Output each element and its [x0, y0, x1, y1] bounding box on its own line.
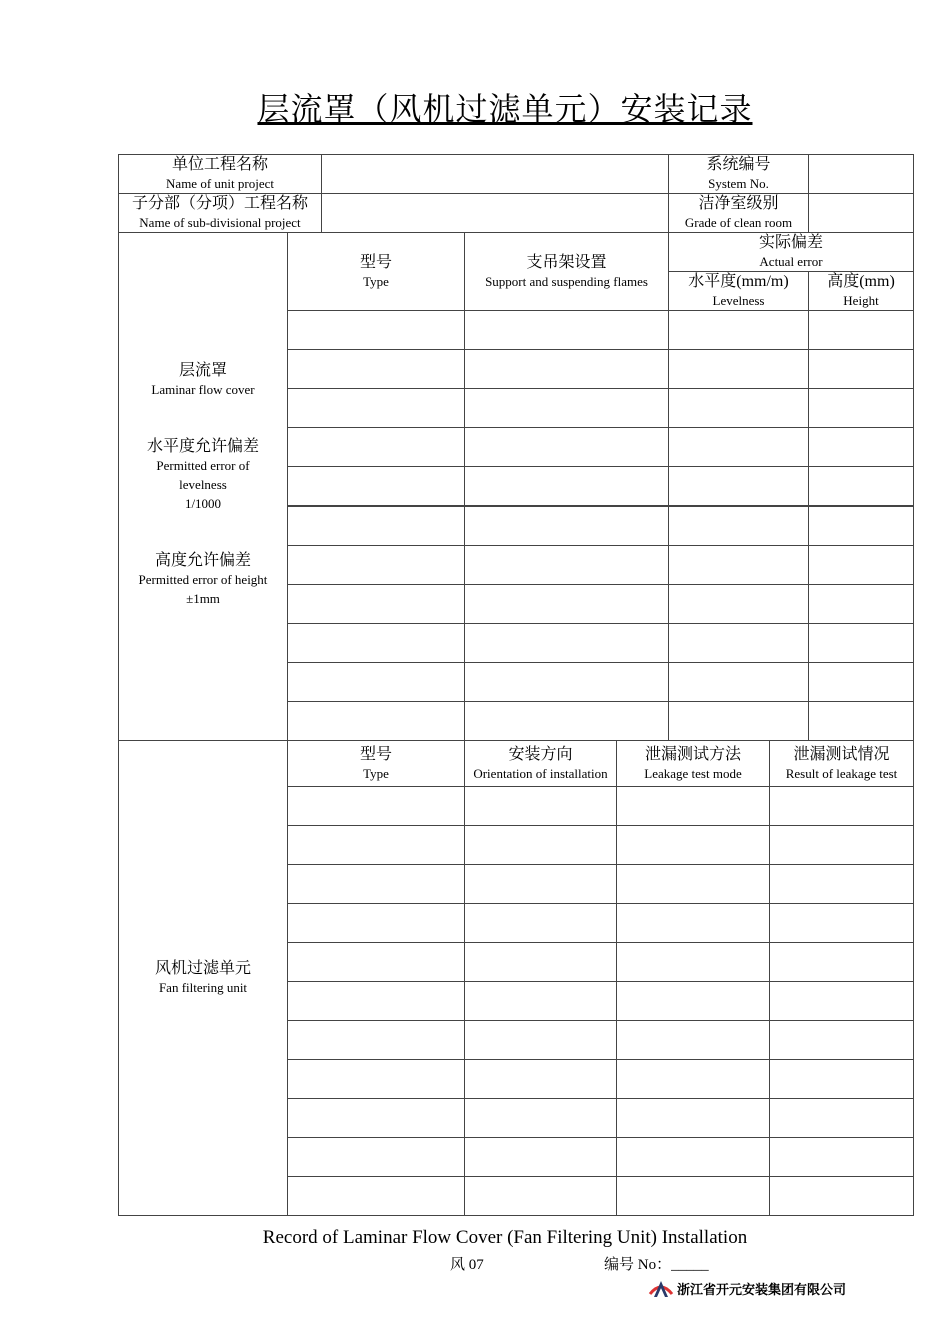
laminar-en: Laminar flow cover: [151, 382, 255, 397]
company-name: 浙江省开元安装集团有限公司: [677, 1282, 847, 1298]
system-no-zh: 系统编号: [706, 156, 771, 173]
company-brand: [648, 1278, 846, 1298]
levelness-tolerance-zh: 水平度允许偏差: [146, 438, 259, 455]
clean-grade-zh: 洁净室级别: [698, 195, 779, 212]
laminar-entry-cell[interactable]: [287, 545, 465, 585]
ffu-entry-cell[interactable]: [464, 903, 617, 943]
height-tolerance-en: Permitted error of height: [138, 572, 268, 587]
ffu-entry-cell[interactable]: [616, 1059, 770, 1099]
ffu-entry-cell[interactable]: [287, 903, 465, 943]
page-title: 层流罩（风机过滤单元）安装记录: [257, 91, 753, 127]
ffu-entry-cell[interactable]: [464, 981, 617, 1021]
ffu-entry-cell[interactable]: [616, 786, 770, 826]
laminar-entry-cell[interactable]: [287, 584, 465, 624]
ffu-orientation-zh: 安装方向: [508, 745, 573, 763]
laminar-entry-cell[interactable]: [668, 506, 809, 546]
laminar-entry-cell[interactable]: [808, 427, 914, 467]
col-height-en: Height: [843, 293, 879, 308]
ffu-zh: 风机过滤单元: [154, 960, 251, 977]
sub-project-en: Name of sub-divisional project: [139, 215, 301, 230]
laminar-entry-cell[interactable]: [287, 466, 465, 506]
ffu-leak-mode-en: Leakage test mode: [644, 765, 742, 781]
ffu-entry-cell[interactable]: [769, 1098, 914, 1138]
ffu-col-type: [287, 740, 465, 787]
laminar-entry-cell[interactable]: [464, 466, 669, 506]
col-levelness-en: Levelness: [712, 293, 765, 308]
ffu-entry-cell[interactable]: [616, 981, 770, 1021]
laminar-entry-cell[interactable]: [287, 310, 465, 350]
ffu-entry-cell[interactable]: [287, 864, 465, 904]
laminar-col-support: [464, 232, 669, 311]
laminar-col-levelness: [668, 271, 809, 311]
ffu-entry-cell[interactable]: [287, 786, 465, 826]
ffu-en: Fan filtering unit: [158, 980, 248, 995]
ffu-entry-cell[interactable]: [769, 1176, 914, 1216]
ffu-entry-cell[interactable]: [769, 981, 914, 1021]
ffu-entry-cell[interactable]: [287, 981, 465, 1021]
english-title: Record of Laminar Flow Cover (Fan Filtering Unit) Installation: [262, 1227, 748, 1248]
clean-grade-en: Grade of clean room: [684, 215, 793, 230]
laminar-entry-cell[interactable]: [668, 388, 809, 428]
ffu-entry-cell[interactable]: [616, 942, 770, 982]
height-tolerance-value: ±1mm: [186, 591, 220, 606]
col-actual-en: Actual error: [759, 254, 823, 269]
unit-project-field[interactable]: [321, 154, 669, 194]
company-logo-icon: [648, 1278, 674, 1298]
ffu-leak-result-en: Result of leakage test: [785, 765, 898, 781]
system-no-field[interactable]: [808, 154, 914, 194]
ffu-entry-cell[interactable]: [464, 942, 617, 982]
height-tolerance-zh: 高度允许偏差: [154, 552, 251, 569]
system-no-label: [668, 154, 809, 194]
ffu-entry-cell[interactable]: [287, 1059, 465, 1099]
ffu-entry-cell[interactable]: [287, 825, 465, 865]
ffu-entry-cell[interactable]: [287, 1176, 465, 1216]
col-levelness-zh: 水平度(mm/m): [688, 273, 789, 290]
laminar-entry-cell[interactable]: [808, 466, 914, 506]
laminar-entry-cell[interactable]: [464, 349, 669, 389]
ffu-entry-cell[interactable]: [616, 1176, 770, 1216]
ffu-type-zh: 型号: [359, 745, 392, 763]
clean-grade-field[interactable]: [808, 193, 914, 233]
ffu-entry-cell[interactable]: [464, 786, 617, 826]
levelness-tolerance-value: 1/1000: [184, 496, 222, 511]
ffu-entry-cell[interactable]: [769, 1137, 914, 1177]
system-no-en: System No.: [708, 176, 769, 191]
laminar-entry-cell[interactable]: [287, 623, 465, 663]
ffu-entry-cell[interactable]: [287, 1098, 465, 1138]
ffu-entry-cell[interactable]: [464, 864, 617, 904]
laminar-entry-cell[interactable]: [808, 349, 914, 389]
laminar-entry-cell[interactable]: [287, 388, 465, 428]
ffu-col-orientation: [464, 740, 617, 787]
ffu-entry-cell[interactable]: [616, 903, 770, 943]
ffu-entry-cell[interactable]: [769, 825, 914, 865]
ffu-entry-cell[interactable]: [769, 864, 914, 904]
laminar-entry-cell[interactable]: [287, 662, 465, 702]
ffu-leak-result-zh: 泄漏测试情况: [793, 745, 890, 763]
ffu-col-leak-result: [769, 740, 914, 787]
ffu-entry-cell[interactable]: [464, 1020, 617, 1060]
levelness-tolerance-en2: levelness: [179, 477, 227, 492]
col-type-zh: 型号: [359, 253, 392, 271]
ffu-entry-cell[interactable]: [464, 1098, 617, 1138]
laminar-entry-cell[interactable]: [464, 623, 669, 663]
ffu-entry-cell[interactable]: [769, 786, 914, 826]
form-code: 风 07: [450, 1257, 484, 1273]
laminar-entry-cell[interactable]: [287, 427, 465, 467]
laminar-entry-cell[interactable]: [464, 388, 669, 428]
ffu-entry-cell[interactable]: [616, 1098, 770, 1138]
laminar-entry-cell[interactable]: [464, 545, 669, 585]
ffu-col-leak-mode: [616, 740, 770, 787]
levelness-tolerance-en1: Permitted error of: [156, 458, 250, 473]
laminar-entry-cell[interactable]: [668, 427, 809, 467]
record-number: 编号 No：_____: [604, 1257, 709, 1273]
laminar-entry-cell[interactable]: [464, 701, 669, 741]
laminar-entry-cell[interactable]: [808, 388, 914, 428]
ffu-entry-cell[interactable]: [616, 864, 770, 904]
ffu-entry-cell[interactable]: [769, 1020, 914, 1060]
col-actual-zh: 实际偏差: [758, 234, 823, 251]
sub-project-zh: 子分部（分项）工程名称: [131, 195, 308, 212]
laminar-entry-cell[interactable]: [808, 310, 914, 350]
laminar-entry-cell[interactable]: [287, 506, 465, 546]
laminar-entry-cell[interactable]: [808, 623, 914, 663]
laminar-entry-cell[interactable]: [808, 584, 914, 624]
ffu-entry-cell[interactable]: [616, 825, 770, 865]
laminar-entry-cell[interactable]: [808, 701, 914, 741]
ffu-entry-cell[interactable]: [464, 825, 617, 865]
ffu-entry-cell[interactable]: [769, 903, 914, 943]
laminar-entry-cell[interactable]: [668, 310, 809, 350]
col-height-zh: 高度(mm): [827, 273, 895, 290]
laminar-entry-cell[interactable]: [668, 584, 809, 624]
laminar-entry-cell[interactable]: [668, 662, 809, 702]
sub-project-label: [118, 193, 322, 233]
ffu-entry-cell[interactable]: [287, 1020, 465, 1060]
laminar-col-type: [287, 232, 465, 311]
ffu-type-en: Type: [363, 765, 389, 781]
ffu-entry-cell[interactable]: [769, 942, 914, 982]
laminar-col-actual-error: [668, 232, 914, 272]
col-support-en: Support and suspending flames: [485, 273, 648, 289]
unit-project-en: Name of unit project: [166, 176, 274, 191]
col-support-zh: 支吊架设置: [526, 253, 607, 271]
ffu-entry-cell[interactable]: [464, 1137, 617, 1177]
laminar-label-cell: [118, 232, 288, 741]
ffu-entry-cell[interactable]: [287, 1137, 465, 1177]
unit-project-label: [118, 154, 322, 194]
laminar-entry-cell[interactable]: [464, 506, 669, 546]
ffu-entry-cell[interactable]: [464, 1176, 617, 1216]
laminar-entry-cell[interactable]: [668, 349, 809, 389]
laminar-entry-cell[interactable]: [808, 506, 914, 546]
laminar-entry-cell[interactable]: [668, 466, 809, 506]
ffu-label-cell: [118, 740, 288, 1216]
laminar-entry-cell[interactable]: [808, 545, 914, 585]
laminar-entry-cell[interactable]: [668, 623, 809, 663]
ffu-orientation-en: Orientation of installation: [473, 765, 608, 781]
laminar-entry-cell[interactable]: [808, 662, 914, 702]
laminar-entry-cell[interactable]: [464, 584, 669, 624]
laminar-entry-cell[interactable]: [668, 545, 809, 585]
ffu-entry-cell[interactable]: [616, 1137, 770, 1177]
laminar-col-height: [808, 271, 914, 311]
ffu-entry-cell[interactable]: [287, 942, 465, 982]
laminar-entry-cell[interactable]: [464, 662, 669, 702]
clean-grade-label: [668, 193, 809, 233]
unit-project-zh: 单位工程名称: [171, 156, 268, 173]
ffu-entry-cell[interactable]: [769, 1059, 914, 1099]
laminar-entry-cell[interactable]: [464, 310, 669, 350]
ffu-entry-cell[interactable]: [616, 1020, 770, 1060]
laminar-entry-cell[interactable]: [287, 701, 465, 741]
laminar-entry-cell[interactable]: [464, 427, 669, 467]
laminar-entry-cell[interactable]: [287, 349, 465, 389]
laminar-zh: 层流罩: [178, 362, 227, 379]
col-type-en: Type: [363, 273, 389, 289]
laminar-entry-cell[interactable]: [668, 701, 809, 741]
ffu-leak-mode-zh: 泄漏测试方法: [644, 745, 741, 763]
ffu-entry-cell[interactable]: [464, 1059, 617, 1099]
sub-project-field[interactable]: [321, 193, 669, 233]
